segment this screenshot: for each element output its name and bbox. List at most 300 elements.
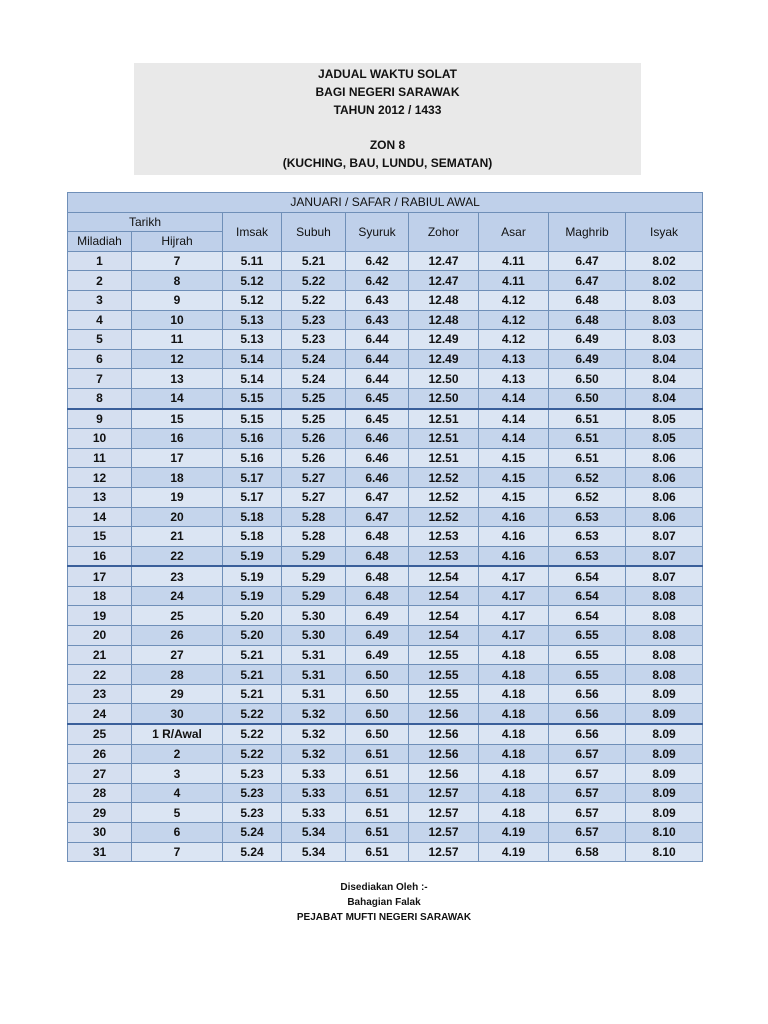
header-imsak: Imsak: [223, 212, 282, 251]
office-name: PEJABAT MUFTI NEGERI SARAWAK: [296, 912, 472, 923]
subuh-cell: 5.23: [282, 330, 346, 350]
zohor-cell: 12.55: [409, 665, 479, 685]
miladiah-cell: 1: [68, 251, 132, 271]
miladiah-cell: 18: [68, 586, 132, 606]
asar-cell: 4.14: [479, 409, 549, 429]
isyak-cell: 8.06: [626, 507, 703, 527]
zohor-cell: 12.57: [409, 823, 479, 843]
isyak-cell: 8.09: [626, 704, 703, 724]
asar-cell: 4.18: [479, 764, 549, 784]
miladiah-cell: 30: [68, 823, 132, 843]
hijrah-cell: 13: [132, 369, 223, 389]
isyak-cell: 8.09: [626, 803, 703, 823]
isyak-cell: 8.03: [626, 330, 703, 350]
asar-cell: 4.18: [479, 724, 549, 744]
hijrah-cell: 7: [132, 842, 223, 862]
asar-cell: 4.17: [479, 586, 549, 606]
hijrah-cell: 3: [132, 764, 223, 784]
header-subuh: Subuh: [282, 212, 346, 251]
table-body: [68, 251, 703, 861]
syuruk-cell: 6.48: [346, 586, 409, 606]
hijrah-cell: 1 R/Awal: [132, 724, 223, 744]
zohor-cell: 12.50: [409, 369, 479, 389]
zohor-cell: 12.47: [409, 251, 479, 271]
asar-cell: 4.14: [479, 388, 549, 408]
asar-cell: 4.11: [479, 251, 549, 271]
isyak-cell: 8.04: [626, 369, 703, 389]
miladiah-cell: 6: [68, 349, 132, 369]
zone-line: ZON 8: [369, 138, 406, 152]
isyak-cell: 8.06: [626, 448, 703, 468]
syuruk-cell: 6.49: [346, 626, 409, 646]
month-title: JANUARI / SAFAR / RABIUL AWAL: [68, 193, 703, 213]
maghrib-cell: 6.55: [549, 665, 626, 685]
hijrah-cell: 26: [132, 626, 223, 646]
maghrib-cell: 6.57: [549, 764, 626, 784]
isyak-cell: 8.09: [626, 744, 703, 764]
imsak-cell: 5.11: [223, 251, 282, 271]
hijrah-cell: 18: [132, 468, 223, 488]
hijrah-cell: 29: [132, 684, 223, 704]
syuruk-cell: 6.44: [346, 349, 409, 369]
hijrah-cell: 11: [132, 330, 223, 350]
imsak-cell: 5.17: [223, 487, 282, 507]
hijrah-cell: 19: [132, 487, 223, 507]
header-maghrib: Maghrib: [549, 212, 626, 251]
zohor-cell: 12.47: [409, 271, 479, 291]
miladiah-cell: 21: [68, 645, 132, 665]
title-line: JADUAL WAKTU SOLAT: [318, 67, 457, 81]
table-row: [68, 842, 703, 862]
header-miladiah: Miladiah: [68, 232, 132, 252]
asar-cell: 4.16: [479, 507, 549, 527]
syuruk-cell: 6.46: [346, 468, 409, 488]
subuh-cell: 5.28: [282, 527, 346, 547]
hijrah-cell: 9: [132, 290, 223, 310]
isyak-cell: 8.07: [626, 527, 703, 547]
imsak-cell: 5.18: [223, 527, 282, 547]
table-row: [68, 429, 703, 449]
miladiah-cell: 28: [68, 783, 132, 803]
year-line: TAHUN 2012 / 1433: [333, 103, 442, 117]
imsak-cell: 5.16: [223, 448, 282, 468]
table-row: [68, 330, 703, 350]
miladiah-cell: 31: [68, 842, 132, 862]
maghrib-cell: 6.57: [549, 783, 626, 803]
miladiah-cell: 3: [68, 290, 132, 310]
asar-cell: 4.12: [479, 330, 549, 350]
hijrah-cell: 6: [132, 823, 223, 843]
imsak-cell: 5.13: [223, 330, 282, 350]
zohor-cell: 12.53: [409, 527, 479, 547]
maghrib-cell: 6.56: [549, 684, 626, 704]
miladiah-cell: 4: [68, 310, 132, 330]
division-name: Bahagian Falak: [347, 897, 421, 908]
zohor-cell: 12.57: [409, 803, 479, 823]
table-row: [68, 764, 703, 784]
asar-cell: 4.12: [479, 310, 549, 330]
table-row: [68, 586, 703, 606]
zohor-cell: 12.48: [409, 310, 479, 330]
syuruk-cell: 6.46: [346, 448, 409, 468]
asar-cell: 4.12: [479, 290, 549, 310]
imsak-cell: 5.13: [223, 310, 282, 330]
miladiah-cell: 29: [68, 803, 132, 823]
zohor-cell: 12.57: [409, 783, 479, 803]
imsak-cell: 5.23: [223, 783, 282, 803]
hijrah-cell: 17: [132, 448, 223, 468]
isyak-cell: 8.08: [626, 606, 703, 626]
asar-cell: 4.16: [479, 527, 549, 547]
maghrib-cell: 6.50: [549, 388, 626, 408]
table-row: [68, 823, 703, 843]
isyak-cell: 8.07: [626, 546, 703, 566]
asar-cell: 4.13: [479, 369, 549, 389]
miladiah-cell: 17: [68, 566, 132, 586]
miladiah-cell: 16: [68, 546, 132, 566]
maghrib-cell: 6.47: [549, 271, 626, 291]
hijrah-cell: 21: [132, 527, 223, 547]
imsak-cell: 5.22: [223, 744, 282, 764]
zohor-cell: 12.49: [409, 330, 479, 350]
hijrah-cell: 24: [132, 586, 223, 606]
maghrib-cell: 6.52: [549, 487, 626, 507]
asar-cell: 4.15: [479, 468, 549, 488]
maghrib-cell: 6.57: [549, 823, 626, 843]
isyak-cell: 8.06: [626, 487, 703, 507]
syuruk-cell: 6.48: [346, 546, 409, 566]
syuruk-cell: 6.43: [346, 310, 409, 330]
subuh-cell: 5.32: [282, 744, 346, 764]
table-row: [68, 566, 703, 586]
isyak-cell: 8.05: [626, 429, 703, 449]
state-line: BAGI NEGERI SARAWAK: [315, 85, 460, 99]
syuruk-cell: 6.51: [346, 823, 409, 843]
maghrib-cell: 6.54: [549, 606, 626, 626]
maghrib-cell: 6.49: [549, 349, 626, 369]
asar-cell: 4.15: [479, 448, 549, 468]
footer: [0, 880, 768, 925]
isyak-cell: 8.03: [626, 310, 703, 330]
syuruk-cell: 6.47: [346, 507, 409, 527]
prayer-times-table: [67, 192, 703, 862]
zohor-cell: 12.54: [409, 566, 479, 586]
imsak-cell: 5.24: [223, 823, 282, 843]
hijrah-cell: 27: [132, 645, 223, 665]
maghrib-cell: 6.51: [549, 448, 626, 468]
title-block: [134, 63, 641, 175]
imsak-cell: 5.15: [223, 388, 282, 408]
table-row: [68, 487, 703, 507]
table-row: [68, 251, 703, 271]
miladiah-cell: 2: [68, 271, 132, 291]
subuh-cell: 5.32: [282, 724, 346, 744]
subuh-cell: 5.24: [282, 369, 346, 389]
table-row: [68, 507, 703, 527]
asar-cell: 4.18: [479, 665, 549, 685]
asar-cell: 4.18: [479, 803, 549, 823]
table-row: [68, 724, 703, 744]
syuruk-cell: 6.45: [346, 388, 409, 408]
maghrib-cell: 6.54: [549, 566, 626, 586]
isyak-cell: 8.02: [626, 271, 703, 291]
asar-cell: 4.19: [479, 842, 549, 862]
zohor-cell: 12.51: [409, 429, 479, 449]
imsak-cell: 5.20: [223, 606, 282, 626]
maghrib-cell: 6.51: [549, 429, 626, 449]
header-zohor: Zohor: [409, 212, 479, 251]
table-row: [68, 546, 703, 566]
asar-cell: 4.16: [479, 546, 549, 566]
syuruk-cell: 6.51: [346, 842, 409, 862]
subuh-cell: 5.25: [282, 409, 346, 429]
header-tarikh: Tarikh: [68, 212, 223, 232]
isyak-cell: 8.08: [626, 645, 703, 665]
maghrib-cell: 6.54: [549, 586, 626, 606]
asar-cell: 4.18: [479, 684, 549, 704]
table-row: [68, 448, 703, 468]
zohor-cell: 12.52: [409, 487, 479, 507]
zohor-cell: 12.54: [409, 586, 479, 606]
imsak-cell: 5.23: [223, 764, 282, 784]
subuh-cell: 5.22: [282, 290, 346, 310]
imsak-cell: 5.12: [223, 271, 282, 291]
hijrah-cell: 8: [132, 271, 223, 291]
imsak-cell: 5.23: [223, 803, 282, 823]
hijrah-cell: 12: [132, 349, 223, 369]
subuh-cell: 5.21: [282, 251, 346, 271]
imsak-cell: 5.22: [223, 724, 282, 744]
zohor-cell: 12.54: [409, 626, 479, 646]
subuh-cell: 5.24: [282, 349, 346, 369]
asar-cell: 4.18: [479, 783, 549, 803]
isyak-cell: 8.04: [626, 388, 703, 408]
table-row: [68, 684, 703, 704]
isyak-cell: 8.10: [626, 842, 703, 862]
syuruk-cell: 6.51: [346, 744, 409, 764]
zohor-cell: 12.53: [409, 546, 479, 566]
miladiah-cell: 13: [68, 487, 132, 507]
table-row: [68, 803, 703, 823]
maghrib-cell: 6.52: [549, 468, 626, 488]
miladiah-cell: 10: [68, 429, 132, 449]
header-asar: Asar: [479, 212, 549, 251]
imsak-cell: 5.24: [223, 842, 282, 862]
maghrib-cell: 6.48: [549, 290, 626, 310]
subuh-cell: 5.34: [282, 823, 346, 843]
hijrah-cell: 10: [132, 310, 223, 330]
imsak-cell: 5.20: [223, 626, 282, 646]
asar-cell: 4.18: [479, 744, 549, 764]
hijrah-cell: 5: [132, 803, 223, 823]
hijrah-cell: 4: [132, 783, 223, 803]
hijrah-cell: 28: [132, 665, 223, 685]
syuruk-cell: 6.45: [346, 409, 409, 429]
maghrib-cell: 6.50: [549, 369, 626, 389]
table-row: [68, 290, 703, 310]
miladiah-cell: 27: [68, 764, 132, 784]
syuruk-cell: 6.42: [346, 251, 409, 271]
imsak-cell: 5.17: [223, 468, 282, 488]
miladiah-cell: 20: [68, 626, 132, 646]
hijrah-cell: 23: [132, 566, 223, 586]
table-row: [68, 409, 703, 429]
hijrah-cell: 15: [132, 409, 223, 429]
isyak-cell: 8.09: [626, 764, 703, 784]
subuh-cell: 5.29: [282, 586, 346, 606]
subuh-cell: 5.31: [282, 684, 346, 704]
miladiah-cell: 9: [68, 409, 132, 429]
table-row: [68, 744, 703, 764]
isyak-cell: 8.04: [626, 349, 703, 369]
miladiah-cell: 23: [68, 684, 132, 704]
syuruk-cell: 6.46: [346, 429, 409, 449]
maghrib-cell: 6.49: [549, 330, 626, 350]
miladiah-cell: 19: [68, 606, 132, 626]
imsak-cell: 5.19: [223, 586, 282, 606]
syuruk-cell: 6.49: [346, 606, 409, 626]
zohor-cell: 12.49: [409, 349, 479, 369]
table-row: [68, 783, 703, 803]
syuruk-cell: 6.49: [346, 645, 409, 665]
hijrah-cell: 30: [132, 704, 223, 724]
asar-cell: 4.14: [479, 429, 549, 449]
subuh-cell: 5.22: [282, 271, 346, 291]
zohor-cell: 12.56: [409, 764, 479, 784]
header-syuruk: Syuruk: [346, 212, 409, 251]
subuh-cell: 5.26: [282, 429, 346, 449]
isyak-cell: 8.08: [626, 665, 703, 685]
prepared-by: Disediakan Oleh :-: [340, 882, 428, 893]
table-row: [68, 665, 703, 685]
subuh-cell: 5.26: [282, 448, 346, 468]
table-row: [68, 606, 703, 626]
syuruk-cell: 6.51: [346, 764, 409, 784]
syuruk-cell: 6.48: [346, 527, 409, 547]
asar-cell: 4.18: [479, 704, 549, 724]
maghrib-cell: 6.56: [549, 724, 626, 744]
subuh-cell: 5.28: [282, 507, 346, 527]
isyak-cell: 8.03: [626, 290, 703, 310]
syuruk-cell: 6.50: [346, 684, 409, 704]
subuh-cell: 5.27: [282, 487, 346, 507]
miladiah-cell: 14: [68, 507, 132, 527]
zohor-cell: 12.48: [409, 290, 479, 310]
subuh-cell: 5.29: [282, 546, 346, 566]
imsak-cell: 5.21: [223, 684, 282, 704]
table-row: [68, 626, 703, 646]
table-row: [68, 271, 703, 291]
imsak-cell: 5.16: [223, 429, 282, 449]
isyak-cell: 8.05: [626, 409, 703, 429]
syuruk-cell: 6.47: [346, 487, 409, 507]
subuh-cell: 5.32: [282, 704, 346, 724]
asar-cell: 4.19: [479, 823, 549, 843]
isyak-cell: 8.06: [626, 468, 703, 488]
hijrah-cell: 2: [132, 744, 223, 764]
hijrah-cell: 25: [132, 606, 223, 626]
miladiah-cell: 12: [68, 468, 132, 488]
imsak-cell: 5.21: [223, 665, 282, 685]
syuruk-cell: 6.42: [346, 271, 409, 291]
hijrah-cell: 14: [132, 388, 223, 408]
asar-cell: 4.15: [479, 487, 549, 507]
asar-cell: 4.17: [479, 626, 549, 646]
syuruk-cell: 6.50: [346, 724, 409, 744]
zohor-cell: 12.52: [409, 507, 479, 527]
subuh-cell: 5.30: [282, 606, 346, 626]
isyak-cell: 8.07: [626, 566, 703, 586]
areas-line: (KUCHING, BAU, LUNDU, SEMATAN): [282, 156, 493, 170]
subuh-cell: 5.31: [282, 665, 346, 685]
imsak-cell: 5.18: [223, 507, 282, 527]
subuh-cell: 5.23: [282, 310, 346, 330]
syuruk-cell: 6.50: [346, 704, 409, 724]
hijrah-cell: 7: [132, 251, 223, 271]
miladiah-cell: 26: [68, 744, 132, 764]
imsak-cell: 5.14: [223, 369, 282, 389]
miladiah-cell: 15: [68, 527, 132, 547]
subuh-cell: 5.34: [282, 842, 346, 862]
maghrib-cell: 6.53: [549, 546, 626, 566]
asar-cell: 4.17: [479, 566, 549, 586]
header-hijrah: Hijrah: [132, 232, 223, 252]
hijrah-cell: 22: [132, 546, 223, 566]
subuh-cell: 5.29: [282, 566, 346, 586]
isyak-cell: 8.09: [626, 724, 703, 744]
imsak-cell: 5.22: [223, 704, 282, 724]
subuh-cell: 5.33: [282, 803, 346, 823]
miladiah-cell: 22: [68, 665, 132, 685]
subuh-cell: 5.27: [282, 468, 346, 488]
zohor-cell: 12.55: [409, 684, 479, 704]
hijrah-cell: 16: [132, 429, 223, 449]
zohor-cell: 12.57: [409, 842, 479, 862]
table-row: [68, 527, 703, 547]
table-row: [68, 645, 703, 665]
isyak-cell: 8.09: [626, 684, 703, 704]
zohor-cell: 12.55: [409, 645, 479, 665]
maghrib-cell: 6.53: [549, 507, 626, 527]
syuruk-cell: 6.51: [346, 783, 409, 803]
maghrib-cell: 6.57: [549, 744, 626, 764]
syuruk-cell: 6.43: [346, 290, 409, 310]
imsak-cell: 5.19: [223, 546, 282, 566]
imsak-cell: 5.19: [223, 566, 282, 586]
syuruk-cell: 6.44: [346, 369, 409, 389]
subuh-cell: 5.25: [282, 388, 346, 408]
isyak-cell: 8.09: [626, 783, 703, 803]
table-row: [68, 468, 703, 488]
maghrib-cell: 6.48: [549, 310, 626, 330]
imsak-cell: 5.15: [223, 409, 282, 429]
miladiah-cell: 24: [68, 704, 132, 724]
subuh-cell: 5.33: [282, 783, 346, 803]
asar-cell: 4.17: [479, 606, 549, 626]
maghrib-cell: 6.51: [549, 409, 626, 429]
imsak-cell: 5.14: [223, 349, 282, 369]
zohor-cell: 12.56: [409, 744, 479, 764]
table-row: [68, 369, 703, 389]
zohor-cell: 12.52: [409, 468, 479, 488]
zohor-cell: 12.54: [409, 606, 479, 626]
subuh-cell: 5.31: [282, 645, 346, 665]
maghrib-cell: 6.53: [549, 527, 626, 547]
miladiah-cell: 11: [68, 448, 132, 468]
maghrib-cell: 6.56: [549, 704, 626, 724]
asar-cell: 4.18: [479, 645, 549, 665]
miladiah-cell: 5: [68, 330, 132, 350]
